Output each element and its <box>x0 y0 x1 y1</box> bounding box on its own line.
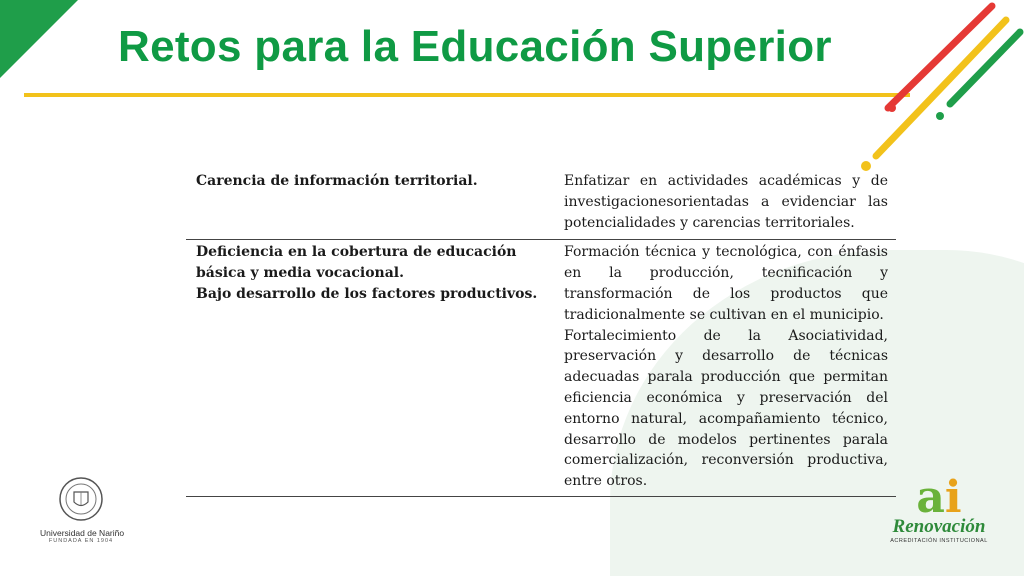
decorative-stripes <box>830 0 1024 180</box>
table-row <box>186 240 896 497</box>
ai-mark-i: i <box>944 472 962 523</box>
problem-text: Carencia de información territorial. <box>196 173 478 189</box>
university-seal-icon <box>58 476 104 522</box>
yellow-stripe <box>876 20 1006 156</box>
university-name: Universidad de Nariño <box>40 528 125 538</box>
problem-text: Deficiencia en la cobertura de educación básica y media vocacional. <box>196 244 517 282</box>
ai-mark-a: a <box>916 472 945 523</box>
table-row <box>186 168 896 240</box>
strategy-cell <box>554 240 896 497</box>
university-logo <box>40 476 125 544</box>
strategy-text: Formación técnica y tecnológica, con énfasis en la producción, tecnificación y transformación de los productos que tradicionalmente se cultivan en el municipio. <box>564 244 888 323</box>
ai-mark <box>884 472 994 523</box>
strategy-text: Enfatizar en actividades académicas y de investigacionesorientadas a evidenciar las potencialidades y carencias territoriales. <box>564 173 888 231</box>
renovacion-word: Renovación <box>892 516 986 537</box>
red-dot <box>888 104 896 112</box>
corner-triangle <box>0 0 78 78</box>
challenges-table <box>186 168 896 497</box>
problem-cell <box>186 168 554 240</box>
strategy-text: Fortalecimiento de la Asociatividad, preservación y desarrollo de técnicas adecuadas parala producción que permitan eficiencia económica y preservación del entorno natural, acompañamiento técnico, desarrollo de modelos pertinentes parala comercialización, reconversión productiva, entre otros. <box>564 327 888 490</box>
university-founded: FUNDADA EN 1904 <box>48 538 114 544</box>
problem-cell <box>186 240 554 497</box>
title-underline <box>24 93 910 97</box>
renovacion-logo <box>884 472 994 544</box>
slide-title: Retos para la Educación Superior <box>118 22 832 71</box>
problem-text: Bajo desarrollo de los factores productivos. <box>196 285 538 302</box>
strategy-cell <box>554 168 896 240</box>
green-dot <box>936 112 944 120</box>
accreditation-label: ACREDITACIÓN INSTITUCIONAL <box>890 538 988 544</box>
